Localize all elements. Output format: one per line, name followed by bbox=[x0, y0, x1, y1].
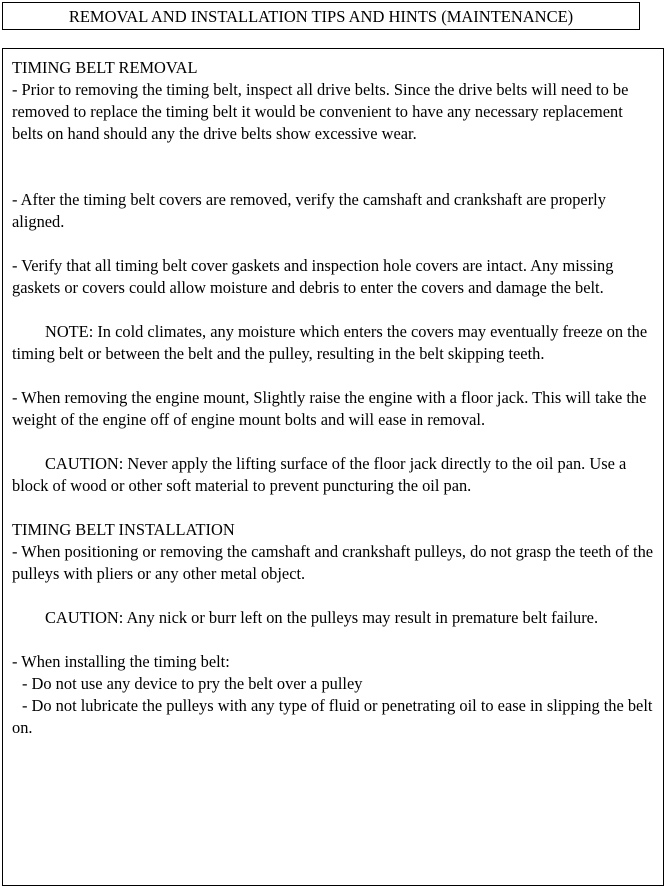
removal-note-cold-climates: NOTE: In cold climates, any moisture which enters the covers may eventually freeze on the timing belt or between the belt and the pulley, resulting in the belt skipping teeth. bbox=[12, 322, 648, 363]
installation-tip-pulleys: - When positioning or removing the camshaft and crankshaft pulleys, do not grasp the teeth of the pulleys with pliers or any other metal object. bbox=[12, 542, 654, 583]
removal-tip-gaskets: - Verify that all timing belt cover gaskets and inspection hole covers are intact. Any missing gaskets or covers could allow moisture and debris to enter the covers and damage the belt. bbox=[12, 256, 614, 297]
spacer bbox=[12, 629, 655, 651]
document-title bbox=[2, 2, 640, 30]
installation-heading: TIMING BELT INSTALLATION bbox=[12, 520, 235, 539]
spacer bbox=[12, 497, 655, 519]
document-title-text: REMOVAL AND INSTALLATION TIPS AND HINTS (MAINTENANCE) bbox=[68, 7, 574, 26]
spacer bbox=[12, 233, 655, 255]
spacer bbox=[12, 299, 655, 321]
removal-heading: TIMING BELT REMOVAL bbox=[12, 58, 198, 77]
installation-caution-nick-burr: CAUTION: Any nick or burr left on the pulleys may result in premature belt failure. bbox=[45, 608, 599, 627]
removal-tip-alignment: - After the timing belt covers are removed, verify the camshaft and crankshaft are properly aligned. bbox=[12, 190, 606, 231]
spacer bbox=[12, 585, 655, 607]
spacer bbox=[12, 365, 655, 387]
installation-tip-installing-belt: - When installing the timing belt: bbox=[12, 652, 230, 671]
spacer bbox=[12, 145, 655, 189]
content-box bbox=[2, 48, 664, 886]
removal-caution-floor-jack: CAUTION: Never apply the lifting surface of the floor jack directly to the oil pan. Use a block of wood or other soft material to prevent puncturing the oil pan. bbox=[12, 454, 627, 495]
installation-bullet-no-pry: - Do not use any device to pry the belt over a pulley bbox=[22, 674, 363, 693]
spacer bbox=[12, 431, 655, 453]
removal-tip-drive-belts: - Prior to removing the timing belt, inspect all drive belts. Since the drive belts will need to be removed to replace the timing belt it would be convenient to have any necessary replacement belts on hand should any the drive belts show excessive wear. bbox=[12, 80, 629, 143]
installation-bullet-no-lubricate: - Do not lubricate the pulleys with any type of fluid or penetrating oil to ease in slipping the belt on. bbox=[12, 696, 653, 737]
removal-tip-engine-mount: - When removing the engine mount, Slightly raise the engine with a floor jack. This will take the weight of the engine off of engine mount bolts and will ease in removal. bbox=[12, 388, 647, 429]
